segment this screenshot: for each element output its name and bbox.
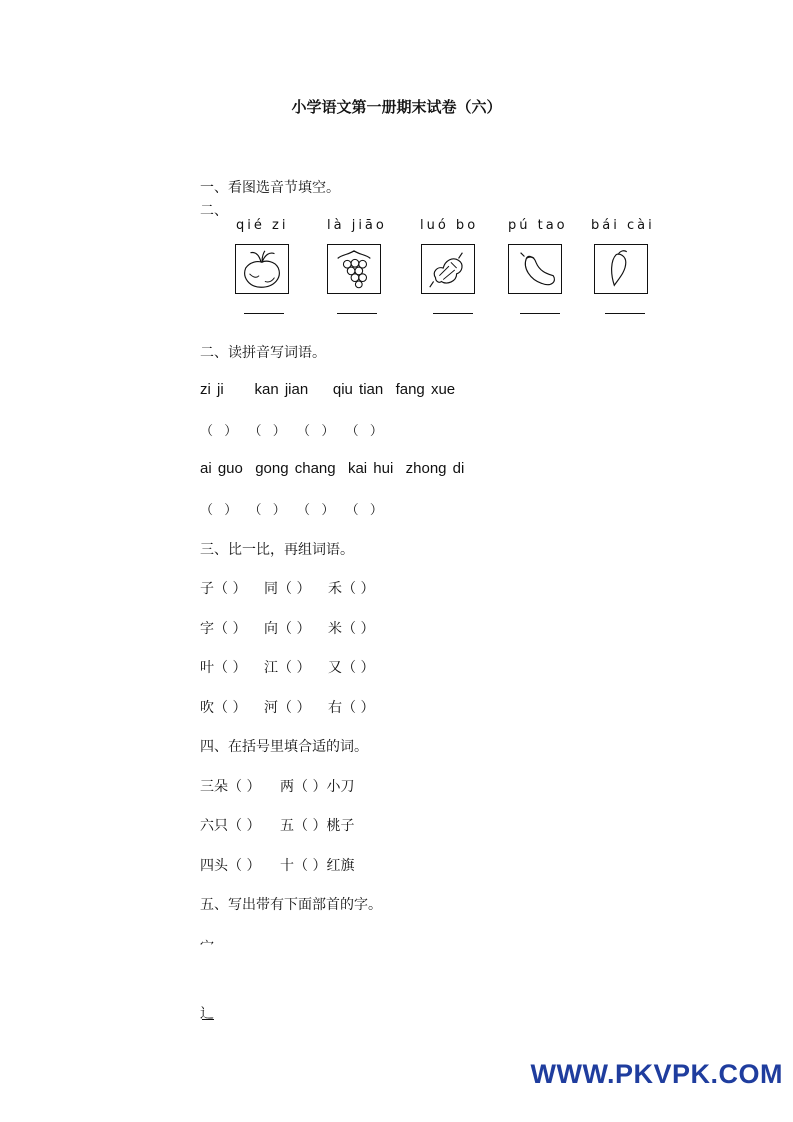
watermark-text: WWW.PKVPK.COM <box>530 1059 783 1089</box>
fill-item[interactable]: 十（ ）红旗 <box>280 858 355 874</box>
answer-blank[interactable] <box>605 313 645 314</box>
compare-row <box>200 657 374 677</box>
q1-heading: 一、看图选音节填空。 <box>200 180 340 196</box>
pinyin-label: pú tao <box>508 218 568 233</box>
compare-row <box>200 578 374 598</box>
compare-item[interactable]: 向（ ） <box>264 621 311 637</box>
answer-blank[interactable] <box>520 313 560 314</box>
q1-subheading: 二、 <box>200 203 228 219</box>
compare-item[interactable]: 同（ ） <box>264 581 311 597</box>
peanut-icon <box>421 244 475 294</box>
fill-item[interactable]: 四头（ ） <box>200 858 261 874</box>
compare-row <box>200 697 374 717</box>
fill-item[interactable]: 六只（ ） <box>200 818 261 834</box>
compare-item[interactable]: 右（ ） <box>328 700 375 716</box>
eggplant-icon <box>508 244 562 294</box>
radical-item: 宀 <box>200 939 214 948</box>
compare-item[interactable]: 叶（ ） <box>200 660 247 676</box>
answer-parens[interactable]: （ ） （ ） （ ） （ ） <box>200 503 384 518</box>
compare-item[interactable]: 江（ ） <box>264 660 311 676</box>
chili-icon <box>594 244 648 294</box>
fill-row <box>200 776 354 796</box>
q4-heading: 四、在括号里填合适的词。 <box>200 739 368 755</box>
pinyin-label: luó bo <box>420 218 479 233</box>
radish-icon <box>235 244 289 294</box>
answer-blank[interactable] <box>433 313 473 314</box>
compare-item[interactable]: 吹（ ） <box>200 700 247 716</box>
pinyin-line: ai guo gong chang kai hui zhong di <box>200 460 465 477</box>
compare-item[interactable]: 米（ ） <box>328 621 375 637</box>
pinyin-line: zi ji kan jian qiu tian fang xue <box>200 381 456 398</box>
compare-item[interactable]: 禾（ ） <box>328 581 375 597</box>
q3-heading: 三、比一比，再组词语。 <box>200 542 354 558</box>
fill-item[interactable]: 两（ ）小刀 <box>280 779 355 795</box>
compare-row <box>200 618 374 638</box>
exam-title: 小学语文第一册期末试卷（六） <box>291 98 502 116</box>
radical-item: 辶 <box>200 1006 214 1022</box>
pinyin-label: qié zi <box>236 218 289 233</box>
q2-heading: 二、读拼音写词语。 <box>200 345 326 361</box>
fill-item[interactable]: 三朵（ ） <box>200 779 261 795</box>
answer-blank[interactable] <box>244 313 284 314</box>
answer-parens[interactable]: （ ） （ ） （ ） （ ） <box>200 424 384 439</box>
fill-row <box>200 815 354 835</box>
compare-item[interactable]: 字（ ） <box>200 621 247 637</box>
fill-row <box>200 855 354 875</box>
pinyin-label: là jiāo <box>327 218 387 233</box>
compare-item[interactable]: 河（ ） <box>264 700 311 716</box>
compare-item[interactable]: 又（ ） <box>328 660 375 676</box>
compare-item[interactable]: 子（ ） <box>200 581 247 597</box>
answer-blank[interactable] <box>337 313 377 314</box>
pinyin-label: bái cài <box>591 218 655 233</box>
q5-heading: 五、写出带有下面部首的字。 <box>200 897 382 913</box>
grapes-icon <box>327 244 381 294</box>
answer-blank[interactable] <box>202 1019 214 1020</box>
fill-item[interactable]: 五（ ）桃子 <box>280 818 355 834</box>
